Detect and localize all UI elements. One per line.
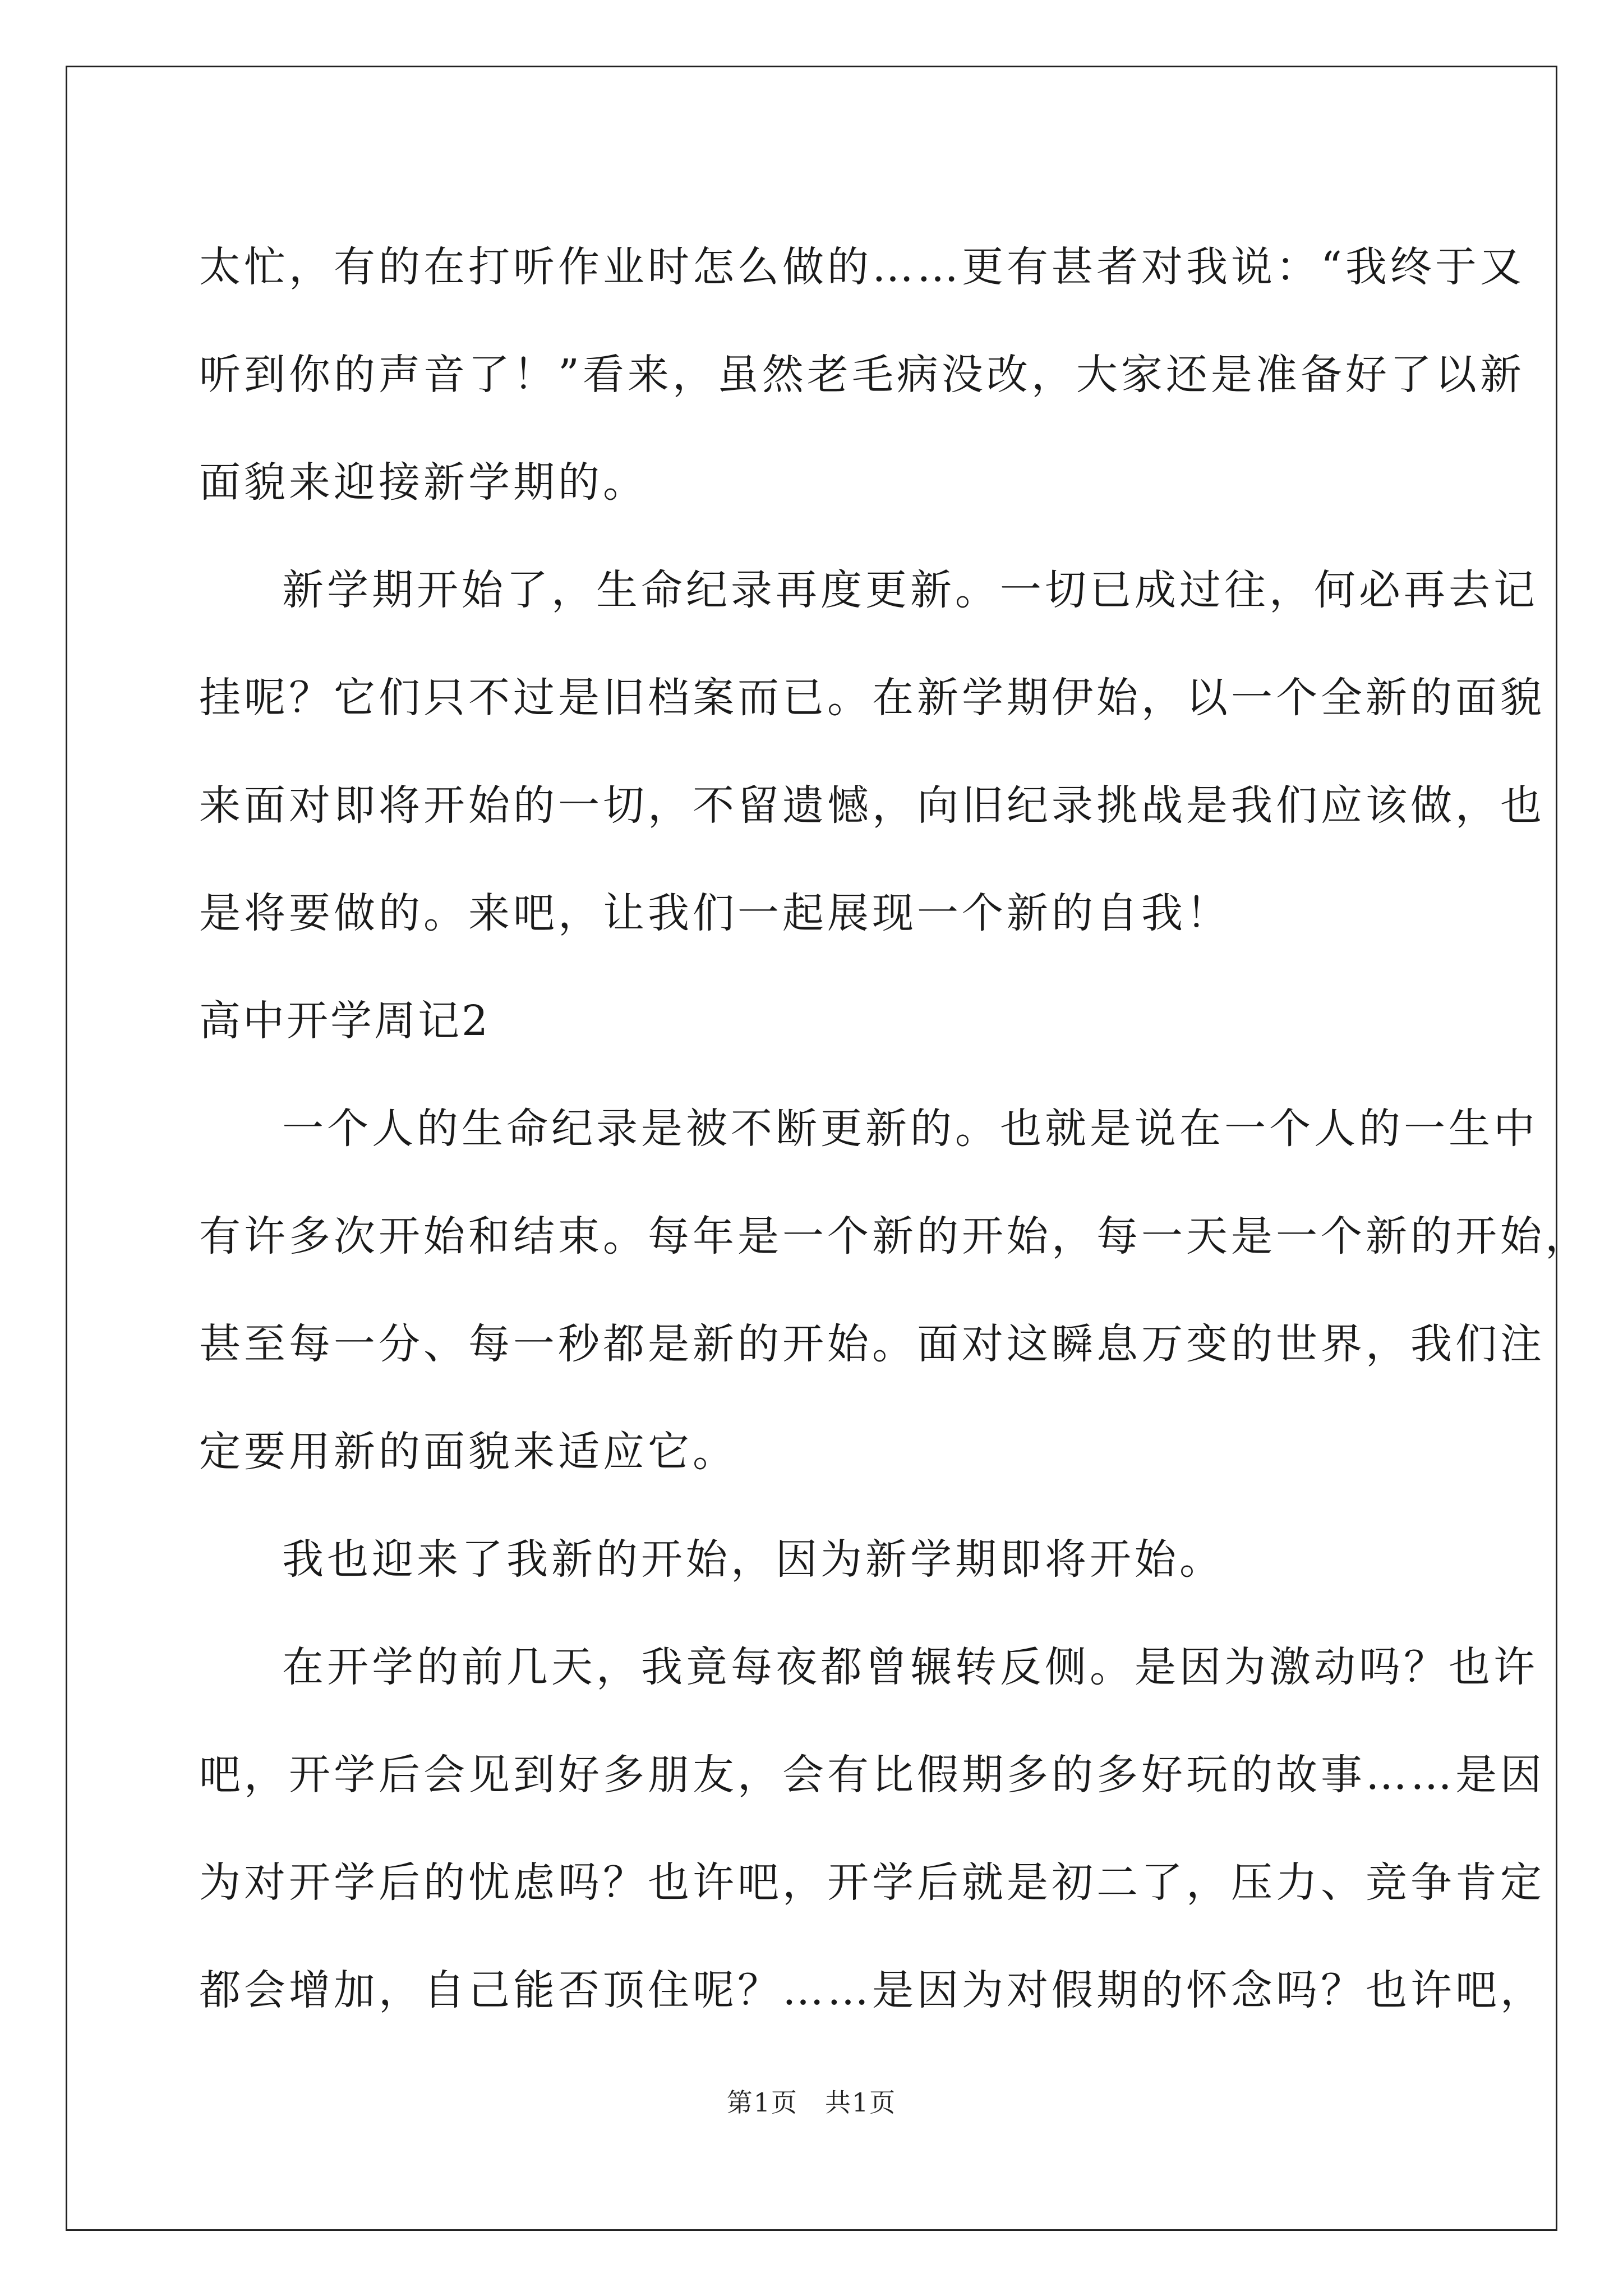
text-line: 新学期开始了，生命纪录再度更新。一切已成过往，何必再去记 bbox=[282, 566, 1538, 614]
text-line: 定要用新的面貌来适应它。 bbox=[199, 1428, 737, 1476]
text-line: 我也迎来了我新的开始，因为新学期即将开始。 bbox=[282, 1535, 1224, 1584]
text-line: 太忙，有的在打听作业时怎么做的……更有甚者对我说：“我终于又 bbox=[199, 243, 1525, 291]
paragraph bbox=[199, 1075, 1590, 1506]
text-line: 在开学的前几天，我竟每夜都曾辗转反侧。是因为激动吗？也许 bbox=[282, 1643, 1538, 1691]
text-line: 面貌来迎接新学期的。 bbox=[199, 458, 648, 507]
text-line: 为对开学后的忧虑吗？也许吧，开学后就是初二了，压力、竞争肯定 bbox=[199, 1858, 1545, 1907]
text-line: 吧，开学后会见到好多朋友，会有比假期多的多好玩的故事……是因 bbox=[199, 1751, 1545, 1799]
text-line: 来面对即将开始的一切，不留遗憾，向旧纪录挑战是我们应该做，也 bbox=[199, 781, 1545, 830]
paragraph bbox=[199, 213, 1525, 536]
text-line: 挂呢？它们只不过是旧档案而已。在新学期伊始，以一个全新的面貌 bbox=[199, 674, 1545, 722]
paragraph bbox=[199, 1613, 1545, 2044]
paragraph bbox=[199, 536, 1545, 967]
text-line: 有许多次开始和结束。每年是一个新的开始，每一天是一个新的开始， bbox=[199, 1212, 1590, 1260]
text-line: 都会增加，自己能否顶住呢？……是因为对假期的怀念吗？也许吧， bbox=[199, 1966, 1545, 2014]
page-number-footer: 第1页 共1页 bbox=[726, 2087, 897, 2118]
text-line: 是将要做的。来吧，让我们一起展现一个新的自我！ bbox=[199, 889, 1231, 937]
text-line: 甚至每一分、每一秒都是新的开始。面对这瞬息万变的世界，我们注 bbox=[199, 1320, 1545, 1368]
paragraph bbox=[199, 1506, 1455, 1613]
text-line: 一个人的生命纪录是被不断更新的。也就是说在一个人的一生中 bbox=[282, 1105, 1538, 1153]
text-line: 听到你的声音了！”看来，虽然老毛病没改，大家还是准备好了以新 bbox=[199, 351, 1525, 399]
document-body bbox=[199, 213, 1590, 2044]
section-heading: 高中开学周记2 bbox=[199, 997, 491, 1045]
